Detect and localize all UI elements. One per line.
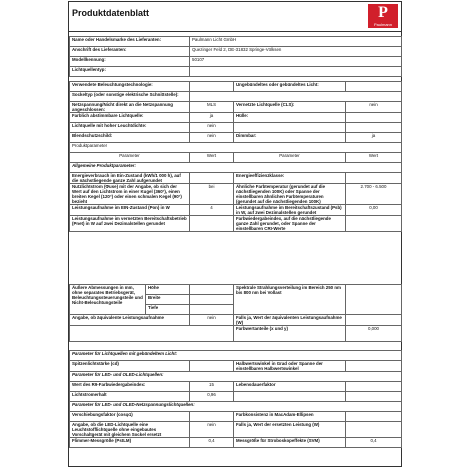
replaced-power-label: Falls ja, Wert der ersetzten Leistung (W) [234, 422, 346, 438]
column-header-value: Wert [346, 153, 402, 163]
table-row [70, 67, 402, 77]
table-row [70, 315, 402, 326]
envelope-value [346, 113, 402, 123]
dimension-width-label: Breite [146, 295, 190, 305]
macadam-label: Farbkonsistenz in MacAdam-Ellipsen [234, 412, 346, 422]
datasheet [68, 1, 402, 467]
table-row [70, 37, 402, 47]
logo-initial: P [378, 4, 388, 21]
on-mode-power-label: Leistungsaufnahme im EIN-Zustand (Pon) in W [70, 205, 190, 216]
equivalent-power-value: nein [190, 315, 234, 326]
column-header-value: Wert [190, 153, 234, 163]
chromaticity-value: 0,000 [346, 326, 402, 342]
tunable-label: Farblich abstimmbare Lichtquelle: [70, 113, 190, 123]
flicker-label: Flimmer-Messgröße (PstLM) [70, 438, 190, 448]
table-row [70, 113, 402, 123]
dimmable-label: Dimmbar: [234, 133, 346, 143]
technology-label: Verwendete Beleuchtungstechnologie: [70, 82, 190, 92]
table-row [70, 351, 402, 361]
column-header-parameter: Parameter [234, 153, 346, 163]
useful-flux-value: bei [190, 184, 234, 205]
flicker-value: 0,4 [190, 438, 234, 448]
model-value: 50107 [190, 57, 402, 67]
fluorescent-replacement-value: nein [190, 422, 234, 438]
table-row [70, 102, 402, 113]
dimmable-value: ja [346, 133, 402, 143]
light-source-type-label: Lichtquellentyp: [70, 67, 190, 77]
table-row [70, 438, 402, 448]
fluorescent-replacement-label: Angabe, ob die LED-Lichtquelle eine Leuchtstofflichtquelle ohne eingebautes Vorschaltgerät mit gleichem Sockel ersetzt [70, 422, 190, 438]
dimension-depth-label: Tiefe [146, 305, 190, 315]
table-row [70, 47, 402, 57]
glare-shield-value: nein [190, 133, 234, 143]
table-row [70, 326, 402, 342]
table-row [70, 173, 402, 184]
stroboscopic-value: 0,4 [346, 438, 402, 448]
spectral-distribution-label: Spektrale Strahlungsverteilung im Bereich 250 nm bis 800 nm bei Vollast [234, 285, 346, 315]
table-row [70, 382, 402, 392]
cct-label: Ähnliche Farbtemperatur (gerundet auf die nächstliegenden 100K) oder Spanne der einstellbaren ähnlichen Farbtemperaturen (gerundet auf die nächstliegenden 100K) [234, 184, 346, 205]
column-header-parameter: Parameter [70, 153, 190, 163]
table-row [70, 184, 402, 205]
table-row [70, 422, 402, 438]
tunable-value: ja [190, 113, 234, 123]
led-heading: Parameter für LED- und OLED-Lichtquellen: [70, 372, 402, 382]
dimension-height-label: Höhe [146, 285, 190, 295]
mains-label: Netzspannung/Nicht direkt an die Netzspannung angeschlossen: [70, 102, 190, 113]
supplier-name-label: Name oder Handelsmarke des Lieferanten: [70, 37, 190, 47]
r9-value: 15 [190, 382, 234, 392]
mains-led-heading: Parameter für LED- und OLED-Netzspannungslichtquellen: [70, 402, 402, 412]
envelope-label: Hülle: [234, 113, 346, 123]
product-parameters-caption: Produktparameter [70, 143, 402, 153]
on-mode-power-value: 4 [190, 205, 234, 216]
table-row [70, 143, 402, 153]
table-row [70, 123, 402, 133]
lifetime-factor-label: Lebensdauerfaktor [234, 382, 346, 392]
dimensions-label: Äußere Abmessungen in mm, ohne separates Betriebsgerät, Beleuchtungssteuerungsteile und Nicht-Beleuchtungsteile [70, 285, 146, 315]
directional-value [346, 82, 402, 92]
network-standby-label: Leistungsaufnahme im vernetzten Bereitschaftsbetrieb (Pnet) in W auf zwei Dezimalstellen gerundet [70, 216, 190, 232]
connected-label: Vernetzte Lichtquelle (CLS): [234, 102, 346, 113]
product-table [69, 36, 402, 232]
standby-power-label: Leistungsaufnahme im Bereitschaftszustand (Psb) in W, auf zwei Dezimalstellen gerundet [234, 205, 346, 216]
supplier-name-value: Paulmann Licht GmbH [190, 37, 402, 47]
equivalent-power-label: Angabe, ob äquivalente Leistungsaufnahme [70, 315, 190, 326]
connected-value: nein [346, 102, 402, 113]
table-row [70, 57, 402, 67]
cct-value: 2.700 - 6.500 [346, 184, 402, 205]
chromaticity-label: Farbwertanteile (x und y) [234, 326, 346, 342]
directional-label: Ungebündeltes oder gebündeltes Licht: [234, 82, 346, 92]
light-source-type-value [190, 67, 402, 77]
displacement-factor-label: Verschiebungsfaktor (cosφ1) [70, 412, 190, 422]
table-row [70, 412, 402, 422]
standby-power-value: 0,00 [346, 205, 402, 216]
dimensions-table [69, 284, 402, 342]
stroboscopic-label: Messgröße für Stroboskopeffekte (SVM) [234, 438, 346, 448]
r9-label: Wert des R9-Farbwiedergabeindex: [70, 382, 190, 392]
logo-name: Paulmann [373, 22, 392, 27]
supplier-address-value: Quezinger Feld 2, DE-31832 Springe-Völksen [190, 47, 402, 57]
lumen-maintenance-label: Lichtstromerhalt [70, 392, 190, 402]
lumen-maintenance-value: 0,96 [190, 392, 234, 402]
datasheet-header [69, 2, 401, 32]
equivalent-power-yes-label: Falls ja, Wert der äquivalenten Leistungsaufnahme (W) [234, 315, 346, 326]
table-row [70, 372, 402, 382]
energy-class-label: Energieeffizienzklasse: [234, 173, 346, 184]
socket-value [190, 92, 402, 102]
mains-value: MLS [190, 102, 234, 113]
technology-value [190, 82, 234, 92]
useful-flux-label: Nutzlichtstrom (Φuse) mit der Angabe, ob sich der Wert auf den Lichtstrom in einer Kugel (360°), einen breiten Kegel (120°) oder einen schmalen Kegel (90°) bezieht [70, 184, 190, 205]
model-label: Modellkennung: [70, 57, 190, 67]
paulmann-logo [368, 4, 398, 28]
socket-label: Sockeltyp (oder sonstige elektrische Schnittstelle): [70, 92, 190, 102]
table-row [70, 285, 402, 295]
table-row [70, 205, 402, 216]
table-row [70, 133, 402, 143]
lower-table [69, 350, 402, 448]
table-row [70, 392, 402, 402]
table-row [70, 216, 402, 232]
beam-angle-label: Halbwertswinkel in Grad oder Spanne der einstellbaren Halbwertswinkel [234, 361, 346, 372]
glare-shield-label: Blendschutzschild: [70, 133, 190, 143]
cri-label: Farbwiedergabeindex, auf die nächstliegende ganze Zahl gerundet, oder Spanne der einstellbaren CRI-Werte [234, 216, 346, 232]
table-row [70, 361, 402, 372]
energy-consumption-label: Energieverbrauch im Ein-Zustand (kWh/1 000 h), auf die nächstliegende ganze Zahl aufgerundet [70, 173, 190, 184]
high-luminance-value: nein [190, 123, 234, 133]
supplier-address-label: Anschrift des Lieferanten: [70, 47, 190, 57]
directional-heading: Parameter für Lichtquellen mit gebündeltem Licht: [70, 351, 402, 361]
page-title: Produktdatenblatt [72, 8, 150, 18]
general-parameters-heading: Allgemeine Produktparameter: [70, 163, 402, 173]
table-row [70, 153, 402, 163]
table-row [70, 163, 402, 173]
table-row [70, 402, 402, 412]
table-row [70, 92, 402, 102]
high-luminance-label: Lichtquelle mit hoher Leuchtdichte: [70, 123, 190, 133]
table-row [70, 82, 402, 92]
peak-intensity-label: Spitzenlichtstärke (cd) [70, 361, 190, 372]
